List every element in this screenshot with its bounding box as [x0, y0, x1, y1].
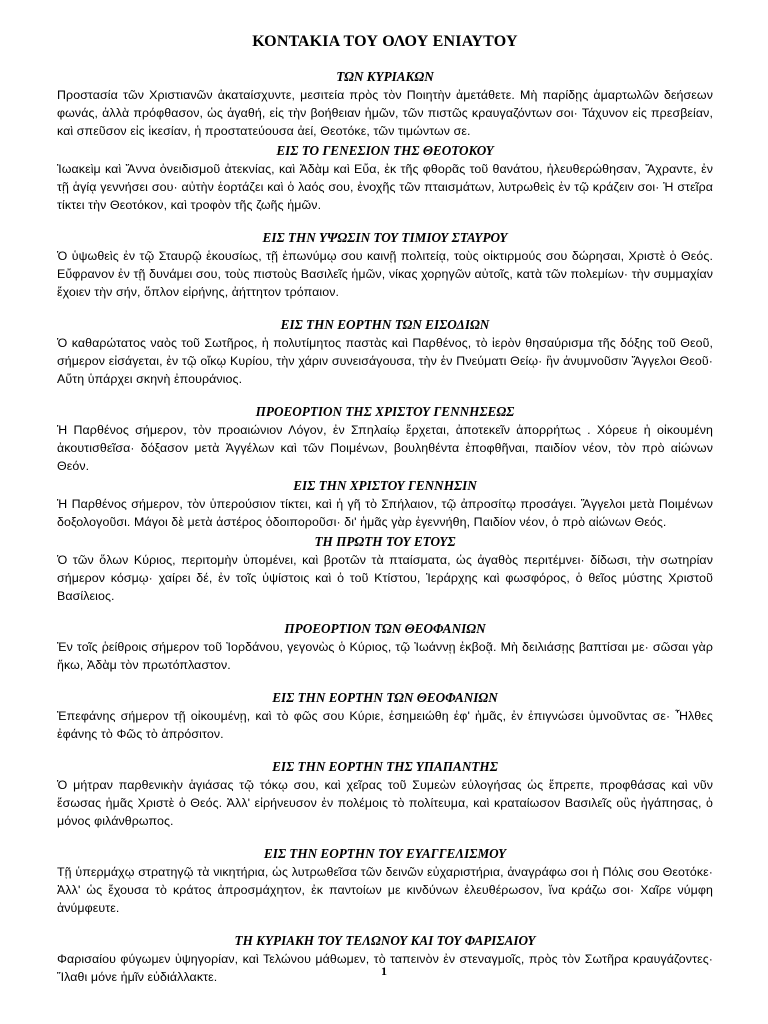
- section-text: Ἡ Παρθένος σήμερον, τὸν προαιώνιον Λόγον, ἐν Σπηλαίῳ ἔρχεται, ἀποτεκεῖν ἀπορρήτως . Χόρευε ἡ οἰκουμένη ἀκουτισθεῖσα· δόξασον μετὰ Ἀγγέλων καὶ τῶν Ποιμένων, βουληθέντα ἐποφθῆναι, παιδίον νέον, τὸν πρὸ αἰώνων Θεόν.: [57, 423, 713, 473]
- section-text: Προστασία τῶν Χριστιανῶν ἀκαταίσχυντε, μεσιτεία πρὸς τὸν Ποιητὴν ἀμετάθετε. Μὴ παρίδῃς ἁμαρτωλῶν δεήσεων φωνάς, ἀλλὰ πρόφθασον, ὡς ἀγαθή, εἰς τὴν βοήθειαν ἡμῶν, τῶν πιστῶς κραυγαζόντων σοι· Τάχυνον εἰς πρεσβείαν, καὶ σπεῦσον εἰς ἱκεσίαν, ἡ προστατεύουσα ἀεί, Θεοτόκε, τῶν τιμώντων σε.: [57, 88, 713, 138]
- section-heading: ΤΩΝ ΚΥΡΙΑΚΩΝ: [336, 69, 434, 84]
- section-new-year: [57, 533, 713, 605]
- section-text: Ἐπεφάνης σήμερον τῇ οἰκουμένῃ, καὶ τὸ φῶς σου Κύριε, ἐσημειώθη ἐφ' ἡμᾶς, ἐν ἐπιγνώσει ὑμνοῦντας σε· Ἦλθες ἐφάνης τὸ Φῶς τὸ ἀπρόσιτον.: [57, 709, 713, 741]
- section-forefeast-nativity: [57, 403, 713, 475]
- section-heading: ΕΙΣ ΤΗΝ ΕΟΡΤΗΝ ΤΟΥ ΕΥΑΓΓΕΛΙΣΜΟΥ: [263, 846, 507, 861]
- section-text: Τῇ ὑπερμάχῳ στρατηγῷ τὰ νικητήρια, ὡς λυτρωθεῖσα τῶν δεινῶν εὐχαριστήρια, ἀναγράφω σοι ἡ Πόλις σου Θεοτόκε· Ἀλλ' ὡς ἔχουσα τὸ κράτος ἀπροσμάχητον, ἐκ παντοίων με κινδύνων ἐλευθέρωσον, ἵνα κράζω σοι· Χαῖρε νύμφη ἀνύμφευτε.: [57, 865, 713, 915]
- section-text: Ὁ καθαρώτατος ναὸς τοῦ Σωτῆρος, ἡ πολυτίμητος παστὰς καὶ Παρθένος, τὸ ἱερὸν θησαύρισμα τῆς δόξης τοῦ Θεοῦ, σήμερον εἰσάγεται, ἐν τῷ οἴκῳ Κυρίου, τὴν χάριν συνεισάγουσα, τὴν ἐν Πνεύματι Θείῳ· ἣν ἀνυμνοῦσιν Ἄγγελοι Θεοῦ· Αὕτη ὑπάρχει σκηνὴ ἐπουράνιος.: [57, 336, 713, 386]
- section-text: Ὁ ὑψωθεὶς ἐν τῷ Σταυρῷ ἑκουσίως, τῇ ἐπωνύμῳ σου καινῇ πολιτείᾳ, τοὺς οἰκτιρμούς σου δώρησαι, Χριστὲ ὁ Θεός. Εὔφρανον ἐν τῇ δυνάμει σου, τοὺς πιστοὺς Βασιλεῖς ἡμῶν, νίκας χορηγῶν αὐτοῖς, κατὰ τῶν πολεμίων· τὴν συμμαχίαν ἔχοιεν τὴν σήν, ὅπλον εἰρήνης, ἀήττητον τρόπαιον.: [57, 249, 713, 299]
- section-heading: ΠΡΟΕΟΡΤΙΟΝ ΤΗΣ ΧΡΙΣΤΟΥ ΓΕΝΝΗΣΕΩΣ: [255, 404, 515, 419]
- page-number: 1: [381, 964, 387, 978]
- section-text: Ἰωακεὶμ καὶ Ἄννα ὀνειδισμοῦ ἀτεκνίας, καὶ Ἀδὰμ καὶ Εὔα, ἐκ τῆς φθορᾶς τοῦ θανάτου, ἠλευθερώθησαν, Ἄχραντε, ἐν τῇ ἁγίᾳ γεννήσει σου· αὐτὴν ἑορτάζει καὶ ὁ λαός σου, ἐνοχῆς τῶν πταισμάτων, λυτρωθεὶς ἐν τῷ κράζειν σοι· Ἡ στεῖρα τίκτει τὴν Θεοτόκον, καὶ τροφὸν τῆς ζωῆς ἡμῶν.: [57, 162, 713, 212]
- section-heading: ΕΙΣ ΤΗΝ ΧΡΙΣΤΟΥ ΓΕΝΝΗΣΙΝ: [293, 478, 477, 493]
- document-title: ΚΟΝΤΑΚΙΑ ΤΟΥ ΟΛΟΥ ΕΝΙΑΥΤΟΥ: [252, 33, 518, 50]
- section-heading: ΕΙΣ ΤΗΝ ΥΨΩΣΙΝ ΤΟΥ ΤΙΜΙΟΥ ΣΤΑΥΡΟΥ: [262, 230, 508, 245]
- section-heading: ΤΗ ΠΡΩΤΗ ΤΟΥ ΕΤΟΥΣ: [314, 534, 456, 549]
- section-text: Φαρισαίου φύγωμεν ὑψηγορίαν, καὶ Τελώνου μάθωμεν, τὸ ταπεινὸν ἐν στεναγμοῖς, πρὸς τὸν Σωτῆρα κραυγάζοντες· Ἵλαθι μόνε ἡμῖν εὐδιάλλακτε.: [57, 952, 713, 984]
- section-entry-of-theotokos: [57, 316, 713, 388]
- section-text: Ὁ τῶν ὅλων Κύριος, περιτομὴν ὑπομένει, καὶ βροτῶν τὰ πταίσματα, ὡς ἀγαθὸς περιτέμνει· δίδωσι, τὴν σωτηρίαν σήμερον κόσμῳ· χαίρει δέ, ἐν τοῖς ὑψίστοις καὶ ὁ τοῦ Κτίστου, Ἱεράρχης καὶ φωσφόρος, ὁ θεῖος μύστης Χριστοῦ Βασίλειος.: [57, 553, 713, 603]
- section-heading: ΤΗ ΚΥΡΙΑΚΗ ΤΟΥ ΤΕΛΩΝΟΥ ΚΑΙ ΤΟΥ ΦΑΡΙΣΑΙΟΥ: [234, 933, 536, 948]
- section-heading: ΕΙΣ ΤΗΝ ΕΟΡΤΗΝ ΤΗΣ ΥΠΑΠΑΝΤΗΣ: [272, 759, 498, 774]
- section-exaltation-of-cross: [57, 229, 713, 301]
- section-sundays: [57, 68, 713, 140]
- section-text: Ὁ μήτραν παρθενικὴν ἁγιάσας τῷ τόκῳ σου, καὶ χεῖρας τοῦ Συμεὼν εὐλογήσας ὡς ἔπρεπε, προφθάσας καὶ νῦν ἔσωσας ἡμᾶς Χριστὲ ὁ Θεός. Ἀλλ' εἰρήνευσον ἐν πολέμοις τὸ πολίτευμα, καὶ κραταίωσον Βασιλεῖς οὓς ἠγάπησας, ὁ μόνος φιλάνθρωπος.: [57, 778, 713, 828]
- document-page: [57, 32, 713, 992]
- section-heading: ΕΙΣ ΤΗΝ ΕΟΡΤΗΝ ΤΩΝ ΘΕΟΦΑΝΙΩΝ: [272, 690, 498, 705]
- section-heading: ΠΡΟΕΟΡΤΙΟΝ ΤΩΝ ΘΕΟΦΑΝΙΩΝ: [284, 621, 486, 636]
- section-theophany: [57, 689, 713, 743]
- section-nativity-of-theotokos: [57, 142, 713, 214]
- section-heading: ΕΙΣ ΤΗΝ ΕΟΡΤΗΝ ΤΩΝ ΕΙΣΟΔΙΩΝ: [280, 317, 490, 332]
- section-heading: ΕΙΣ ΤΟ ΓΕΝΕΣΙΟΝ ΤΗΣ ΘΕΟΤΟΚΟΥ: [276, 143, 494, 158]
- section-text: Ἡ Παρθένος σήμερον, τὸν ὑπερούσιον τίκτει, καὶ ἡ γῆ τὸ Σπήλαιον, τῷ ἀπροσίτῳ προσάγει. Ἄγγελοι μετὰ Ποιμένων δοξολογοῦσι. Μάγοι δὲ μετὰ ἀστέρος ὁδοιποροῦσι· δι' ἡμᾶς γὰρ ἐγεννήθη, Παιδίον νέον, ὁ πρὸ αἰώνων Θεός.: [57, 497, 713, 529]
- section-presentation: [57, 758, 713, 830]
- section-text: Ἐν τοῖς ῥείθροις σήμερον τοῦ Ἰορδάνου, γεγονὼς ὁ Κύριος, τῷ Ἰωάννῃ ἐκβοᾷ. Μὴ δειλιάσῃς βαπτίσαι με· σῶσαι γὰρ ἥκω, Ἀδὰμ τὸν πρωτόπλαστον.: [57, 640, 713, 672]
- section-forefeast-theophany: [57, 620, 713, 674]
- section-annunciation: [57, 845, 713, 917]
- section-nativity-of-christ: [57, 477, 713, 531]
